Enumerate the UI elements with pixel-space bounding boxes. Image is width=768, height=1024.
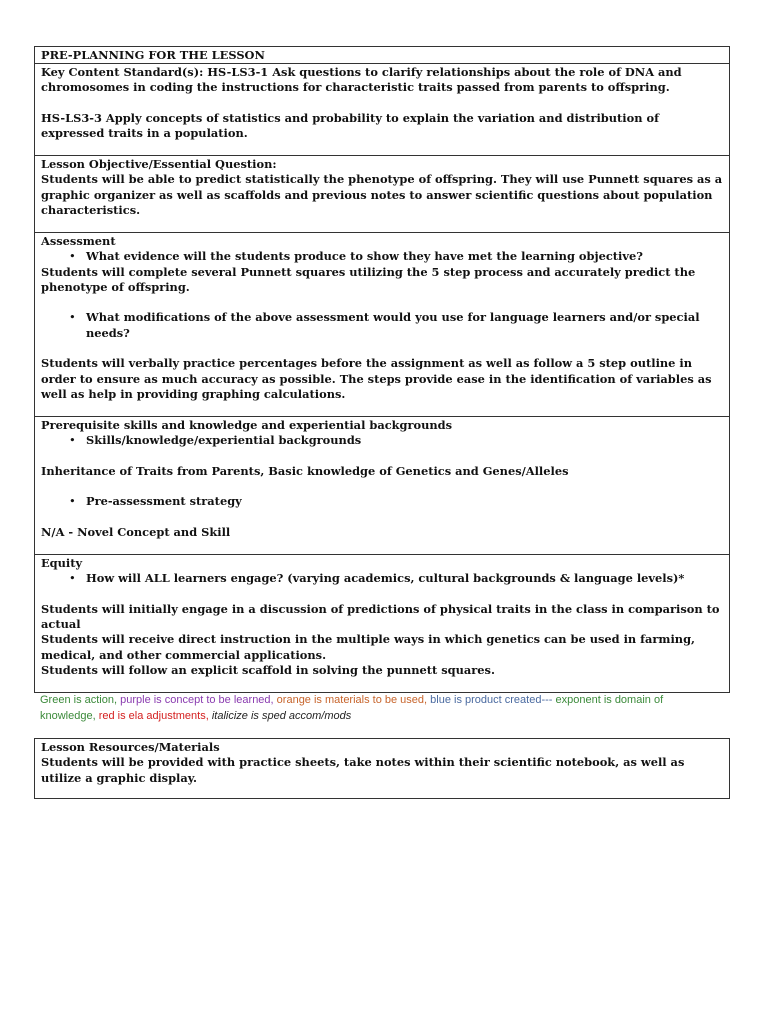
prereq-q2: • Pre-assessment strategy (69, 494, 723, 509)
objective-label: Lesson Objective/Essential Question: (41, 157, 277, 171)
objective-row (35, 156, 729, 233)
prereq-row (35, 417, 729, 555)
equity-q1-list (41, 571, 723, 586)
standard-1-text: HS-LS3-1 Ask questions to clarify relationships about the role of DNA and chromosomes in coding the instructions for characteristic traits passed from parents to offspring. (41, 65, 682, 95)
header-row (35, 47, 729, 64)
legend-purple: purple is concept to be learned, (120, 694, 274, 706)
prereq-label: Prerequisite skills and knowledge and experiential backgrounds (41, 418, 453, 432)
assessment-q1: • What evidence will the students produce to show they have met the learning objective? (69, 249, 723, 264)
resources-label: Lesson Resources/Materials (41, 740, 220, 754)
standard-1 (41, 65, 723, 96)
equity-q1: • How will ALL learners engage? (varying academics, cultural backgrounds & language levels)* (69, 571, 723, 586)
assessment-label: Assessment (41, 234, 116, 248)
assessment-q2-list (41, 310, 723, 341)
legend-red: red is ela adjustments, (98, 709, 209, 722)
legend-green: Green is action, (40, 694, 118, 706)
color-legend (40, 693, 720, 724)
objective-text: Students will be able to predict statistically the phenotype of offspring. They will use Punnett squares as a graphic organizer as well as scaffolds and previous notes to answer scientific questions about population characteristics. (41, 172, 723, 217)
legend-orange: orange is materials to be used, (276, 694, 428, 706)
preplanning-table (34, 46, 730, 693)
assessment-a2: Students will verbally practice percentages before the assignment as well as follow a 5 step outline in order to ensure as much accuracy as possible. The steps provide ease in the identification of variables as well as help in providing graphing calculations. (41, 356, 712, 401)
prereq-a1: Inheritance of Traits from Parents, Basic knowledge of Genetics and Genes/Alleles (41, 463, 569, 478)
prereq-q2-list (41, 494, 723, 509)
resources-row (35, 739, 729, 798)
equity-label: Equity (41, 556, 83, 570)
equity-a1: Students will initially engage in a discussion of predictions of physical traits in the class in comparison to actual (41, 601, 720, 632)
prereq-q1: • Skills/knowledge/experiential backgrounds (69, 433, 723, 448)
resources-table (34, 738, 730, 799)
equity-a3: Students will follow an explicit scaffold in solving the punnett squares. (41, 663, 495, 678)
assessment-q1-list (41, 249, 723, 264)
equity-a2: Students will receive direct instruction in the multiple ways in which genetics can be used in farming, medical, and other commercial applications. (41, 632, 696, 662)
resources-text: Students will be provided with practice sheets, take notes within their scientific notebook, as well as utilize a graphic display. (41, 755, 685, 785)
legend-blue: blue is product created--- (430, 694, 553, 706)
prereq-a2: N/A - Novel Concept and Skill (41, 525, 231, 540)
assessment-a1: Students will complete several Punnett squares utilizing the 5 step process and accurately predict the phenotype of offspring. (41, 264, 696, 294)
standards-row (35, 64, 729, 156)
standard-2: HS-LS3-3 Apply concepts of statistics and probability to explain the variation and distribution of expressed traits in a population. (41, 110, 659, 141)
legend-italic: italicize is sped accom/mods (211, 709, 352, 722)
table-header: PRE-PLANNING FOR THE LESSON (41, 48, 265, 62)
standards-label: Key Content Standard(s): (41, 65, 204, 79)
equity-row (35, 555, 729, 692)
prereq-q1-list (41, 433, 723, 448)
legend-exponent: exponent is domain of knowledge, (40, 694, 664, 722)
assessment-q2: • What modifications of the above assessment would you use for language learners and/or special needs? (69, 310, 723, 341)
assessment-row (35, 233, 729, 417)
